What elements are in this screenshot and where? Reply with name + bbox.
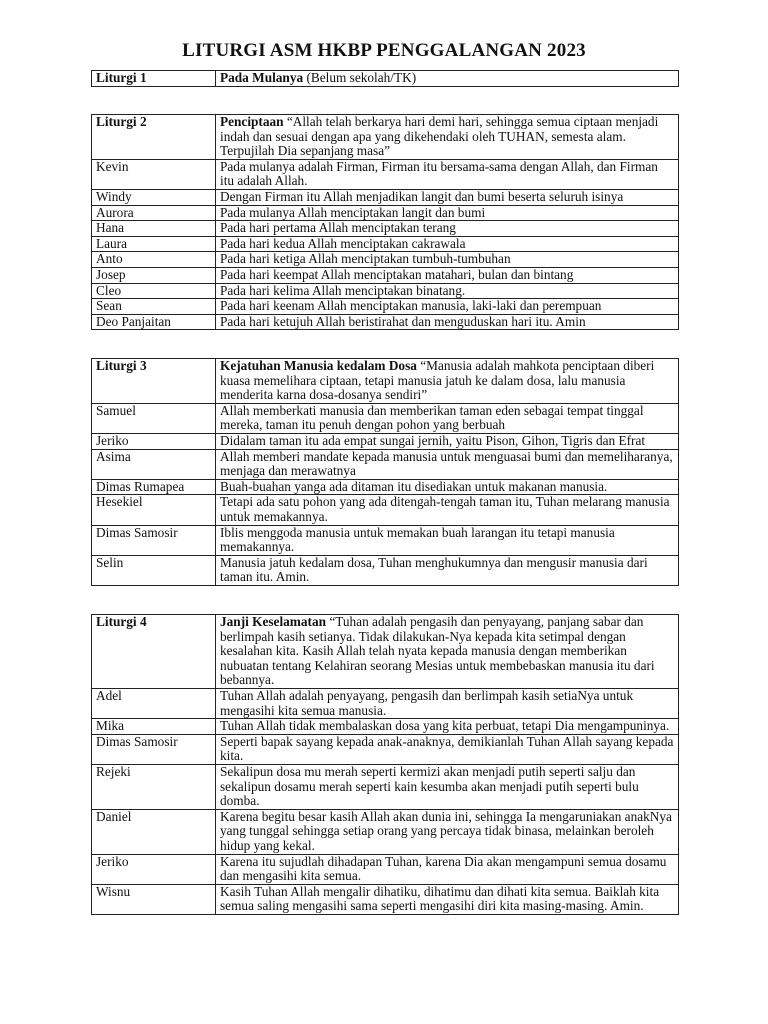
reader-name: Daniel [92,809,216,854]
reader-text: Pada hari ketiga Allah menciptakan tumbuh-tumbuhan [216,252,679,268]
reader-name: Jeriko [92,854,216,884]
table-row [92,205,679,221]
liturgi-label: Liturgi 3 [92,359,216,404]
table-row [92,221,679,237]
reader-name: Wisnu [92,884,216,914]
liturgi-heading: Pada Mulanya [220,70,304,85]
reader-text: Karena begitu besar kasih Allah akan dunia ini, sehingga Ia mengaruniakan anakNya yang tunggal sehingga setiap orang yang percaya tidak binasa, melainkan beroleh hidup yang kekal. [216,809,679,854]
reader-name: Windy [92,189,216,205]
table-row [92,688,679,718]
reader-name: Hana [92,221,216,237]
reader-name: Anto [92,252,216,268]
liturgi-intro: “Allah telah berkarya hari demi hari, sehingga semua ciptaan menjadi indah dan sesuai dengan apa yang dikehendaki oleh TUHAN, semesta alam. Terpujilah Dia sepanjang masa” [220,114,659,159]
reader-text: Pada hari kedua Allah menciptakan cakrawala [216,236,679,252]
reader-name: Rejeki [92,764,216,809]
reader-text: Tuhan Allah tidak membalaskan dosa yang kita perbuat, tetapi Dia mengampuninya. [216,719,679,735]
reader-name: Mika [92,719,216,735]
reader-name: Kevin [92,159,216,189]
reader-text: Pada hari pertama Allah menciptakan terang [216,221,679,237]
table-row [92,359,679,404]
table-row [92,734,679,764]
table-row [92,403,679,433]
table-row [92,236,679,252]
liturgi-note: (Belum sekolah/TK) [303,70,417,85]
table-row [92,615,679,689]
table-row [92,809,679,854]
table-row [92,449,679,479]
reader-name: Laura [92,236,216,252]
reader-text: Tetapi ada satu pohon yang ada ditengah-tengah taman itu, Tuhan melarang manusia untuk memakannya. [216,495,679,525]
liturgi-intro: “Tuhan adalah pengasih dan penyayang, panjang sabar dan berlimpah kasih setianya. Tidak dilakukan-Nya kepada kita setimpal dengan kesalahan kita. Kasih Allah telah nyata kepada manusia dengan memberikan nubuatan tentang Kelahiran seorang Mesias untuk membebaskan manusia itu dari bebannya. [220,614,655,688]
reader-text: Allah memberi mandate kepada manusia untuk menguasai bumi dan memeliharanya, menjaga dan merawatnya [216,449,679,479]
reader-name: Samuel [92,403,216,433]
reader-text: Seperti bapak sayang kepada anak-anaknya, demikianlah Tuhan Allah sayang kepada kita. [216,734,679,764]
reader-text: Manusia jatuh kedalam dosa, Tuhan menghukumnya dan mengusir manusia dari taman itu. Amin. [216,555,679,585]
table-row [92,854,679,884]
liturgi-label: Liturgi 1 [92,71,216,87]
reader-text: Karena itu sujudlah dihadapan Tuhan, karena Dia akan mengampuni semua dosamu dan mengasihi kita semua. [216,854,679,884]
reader-text: Kasih Tuhan Allah mengalir dihatiku, dihatimu dan dihati kita semua. Baiklah kita semua saling mengasihi sama seperti mengasihi diri kita masing-masing. Amin. [216,884,679,914]
table-row [92,495,679,525]
reader-text: Didalam taman itu ada empat sungai jernih, yaitu Pison, Gihon, Tigris dan Efrat [216,433,679,449]
reader-name: Selin [92,555,216,585]
liturgi-3-table [91,358,679,586]
table-row [92,267,679,283]
reader-name: Dimas Rumapea [92,479,216,495]
table-row [92,555,679,585]
reader-text: Allah memberkati manusia dan memberikan taman eden sebagai tempat tinggal mereka, taman itu penuh dengan pohon yang berbuah [216,403,679,433]
table-row [92,189,679,205]
liturgi-1-table [91,70,679,87]
liturgi-2-table [91,114,679,330]
table-row [92,433,679,449]
liturgi-heading-cell [216,615,679,689]
liturgi-heading: Janji Keselamatan [220,614,326,629]
liturgi-heading-cell [216,359,679,404]
document-title: LITURGI ASM HKBP PENGGALANGAN 2023 [182,40,586,61]
table-row [92,283,679,299]
reader-name: Dimas Samosir [92,525,216,555]
liturgi-heading: Penciptaan [220,114,284,129]
table-row [92,884,679,914]
reader-name: Josep [92,267,216,283]
reader-name: Hesekiel [92,495,216,525]
reader-text: Buah-buahan yanga ada ditaman itu disediakan untuk makanan manusia. [216,479,679,495]
reader-name: Asima [92,449,216,479]
table-row [92,719,679,735]
table-row [92,314,679,330]
reader-text: Pada hari keempat Allah menciptakan matahari, bulan dan bintang [216,267,679,283]
table-row [92,71,679,87]
reader-name: Dimas Samosir [92,734,216,764]
table-row [92,115,679,160]
table-row [92,252,679,268]
liturgi-label: Liturgi 4 [92,615,216,689]
table-row [92,159,679,189]
reader-name: Aurora [92,205,216,221]
table-row [92,525,679,555]
reader-text: Dengan Firman itu Allah menjadikan langit dan bumi beserta seluruh isinya [216,189,679,205]
table-row [92,479,679,495]
reader-text: Iblis menggoda manusia untuk memakan buah larangan itu tetapi manusia memakannya. [216,525,679,555]
liturgi-intro: “Manusia adalah mahkota penciptaan diberi kuasa memelihara ciptaan, tetapi manusia jatuh ke dalam dosa, lalu manusia menderita karna dosa-dosanya sendiri” [220,358,655,403]
table-row [92,764,679,809]
reader-text: Pada hari kelima Allah menciptakan binatang. [216,283,679,299]
liturgi-4-table [91,614,679,915]
reader-text: Pada hari ketujuh Allah beristirahat dan menguduskan hari itu. Amin [216,314,679,330]
liturgi-heading: Kejatuhan Manusia kedalam Dosa [220,358,417,373]
reader-name: Adel [92,688,216,718]
reader-text: Pada mulanya adalah Firman, Firman itu bersama-sama dengan Allah, dan Firman itu adalah Allah. [216,159,679,189]
liturgi-heading-cell [216,71,679,87]
reader-name: Deo Panjaitan [92,314,216,330]
reader-name: Jeriko [92,433,216,449]
table-row [92,299,679,315]
reader-text: Sekalipun dosa mu merah seperti kermizi akan menjadi putih seperti salju dan sekalipun dosamu merah seperti kain kesumba akan menjadi putih seperti bulu domba. [216,764,679,809]
reader-name: Sean [92,299,216,315]
liturgi-label: Liturgi 2 [92,115,216,160]
reader-text: Pada mulanya Allah menciptakan langit dan bumi [216,205,679,221]
reader-name: Cleo [92,283,216,299]
reader-text: Tuhan Allah adalah penyayang, pengasih dan berlimpah kasih setiaNya untuk mengasihi kita semua manusia. [216,688,679,718]
reader-text: Pada hari keenam Allah menciptakan manusia, laki-laki dan perempuan [216,299,679,315]
liturgi-heading-cell [216,115,679,160]
